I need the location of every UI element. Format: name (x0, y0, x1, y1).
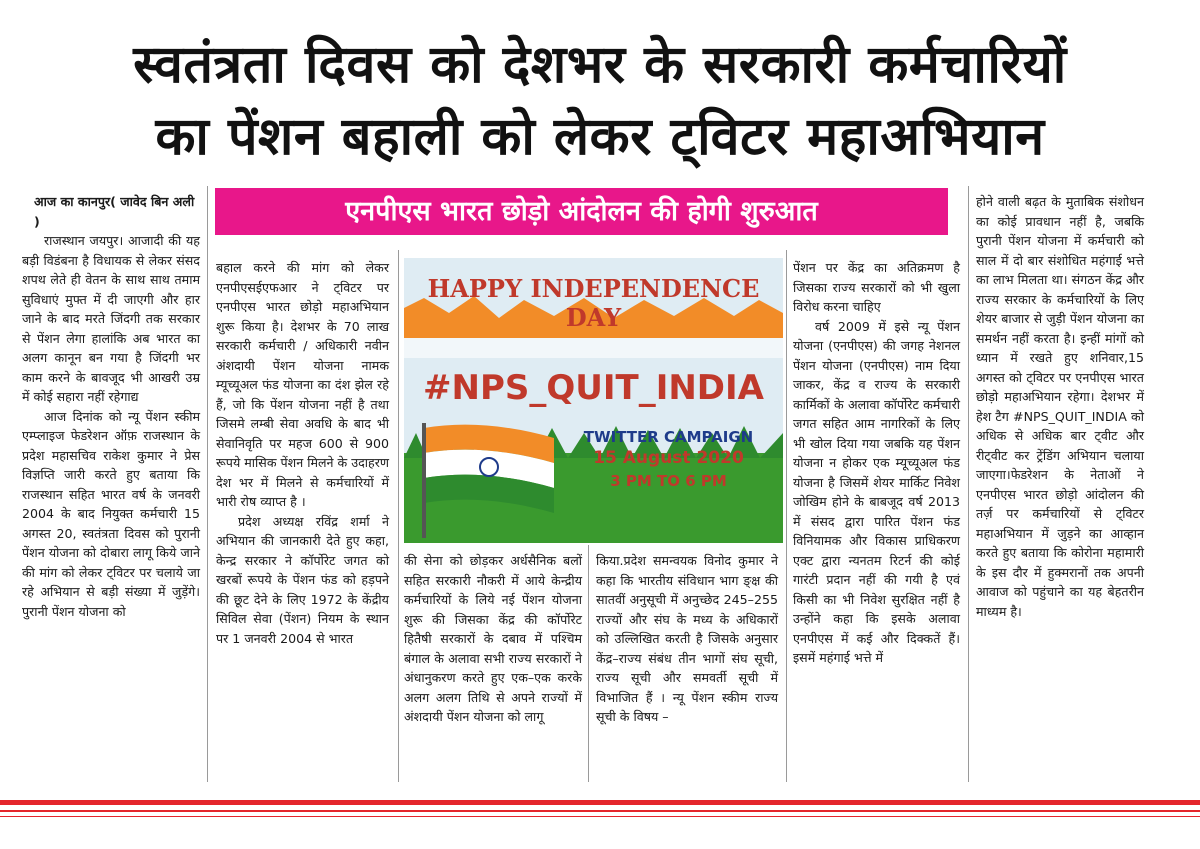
headline-line-2: का पेंशन बहाली को लेकर ट्विटर महाअभियान (155, 107, 1045, 167)
column-divider (588, 545, 589, 782)
poster-time: 3 PM TO 6 PM (610, 472, 727, 490)
article-paragraph: आज दिनांक को न्यू पेंशन स्कीम एम्प्लाइज फेडरेशन ऑफ़ राजस्थान के प्रदेश महासचिव राकेश कुमार ने प्रेस विज्ञप्ति जारी करते हुए बताया कि राजस्थान सहित भारत वर्ष के जनवरी 2004 के बाद नियुक्त कर्मचारी 15 अगस्त 20, स्वतंत्रता दिवस को पुरानी पेंशन योजना को दोबारा लागू किये जाने की मांग को लेकर ट्विटर पर चलाये जा रहे अभियान से बड़ी संख्या में जुड़ेंगे। पुरानी पेंशन योजना को (22, 408, 200, 619)
column-divider (207, 186, 208, 782)
article-paragraph: प्रदेश अध्यक्ष रविंद्र शर्मा ने अभियान की जानकारी देते हुए कहा, केन्द्र सरकार ने कॉर्पोरेट जगत को खरबों रूपये के पेंशन फंड को हड़पने की छूट देने के लिए 1972 के केंद्रीय सिविल सेवा (पेंशन) नियम के स्थान पर 1 जनवरी 2004 से भारत (216, 513, 389, 646)
article-column-5 (793, 258, 960, 668)
poster-campaign-label: TWITTER CAMPAIGN (583, 428, 754, 446)
footer-rule (0, 810, 1200, 812)
article-paragraph: होने वाली बढ़त के मुताबिक संशोधन का कोई प्रावधान नहीं है, जबकि पुरानी पेंशन योजना में कर्मचारी को साल में दो बार संशोधित महंगाई भत्ते का लाभ मिलता था। संगठन केंद्र और राज्य सरकार के कर्मचारियों के लिए शेयर बाजार से जुड़ी पेंशन योजना का समर्थन नहीं करता है। इन्हीं मांगों को ध्यान में रखते हुए शनिवार,15 अगस्त को ट्विटर पर एनपीएस भारत छोड़ो महाअभियान रहेगा। देशभर में हेश टैग #NPS_QUIT_INDIA को अधिक से अधिक बार ट्वीट और रीट्वीट कर ट्रेंडिंग अभियान चलाया जाएगा।फेडरेशन के नेताओं ने एनपीएस भारत छोड़ो आंदोलन की तर्ज़ पर कर्मचारियों से ट्विटर महाअभियान में जुड़ने का आव्हान करते हुए बताया कि कोरोना महामारी के इस दौर में हुक्मरानों तक अपनी आवाज को पहुंचाने का यह बेहतरीन माध्यम है। (976, 194, 1144, 619)
poster-date: 15 August 2020 (593, 448, 744, 468)
footer-rule (0, 816, 1200, 817)
poster-hashtag: #NPS_QUIT_INDIA (423, 368, 764, 408)
footer-rule (0, 800, 1200, 805)
subheadline-banner: एनपीएस भारत छोड़ो आंदोलन की होगी शुरुआत (215, 188, 948, 235)
column-divider (786, 250, 787, 782)
article-column-6 (976, 192, 1144, 621)
byline: आज का कानपुर( जावेद बिन अली ) (34, 194, 195, 229)
article-paragraph: किया.प्रदेश समन्वयक विनोद कुमार ने कहा कि भारतीय संविधान भाग ङ्क्ष की सातवीं अनुसूची में अनुच्छेद 245–255 राज्यों और संघ के मध्य के अधिकारों को उल्लिखित करती है जिसके अनुसार केंद्र–राज्य संबंध तीन भागों संघ सूची, राज्य सूची और समवर्ती सूची में विभाजित हैं । न्यू पेंशन स्कीम राज्य सूची के विषय – (596, 553, 778, 724)
indian-flag-icon (414, 418, 564, 538)
headline-line-1: स्वतंत्रता दिवस को देशभर के सरकारी कर्मचारियों (133, 35, 1067, 95)
article-paragraph: पेंशन पर केंद्र का अतिक्रमण है जिसका राज्य सरकारों को भी खुला विरोध करना चाहिए (793, 260, 960, 314)
article-column-2 (216, 258, 389, 648)
article-paragraph: की सेना को छोड़कर अर्धसैनिक बलों सहित सरकारी नौकरी में आये केन्द्रीय कर्मचारियों के लिये नई पेंशन योजना शुरू की जिसका केंद्र की कॉर्पोरेट हितैषी सरकारों के दबाव में पश्चिम बंगाल के अलावा सभी राज्य सरकारों ने अंधानुकरण करते हुए एक–एक करके अलग अलग तिथि से अपने राज्यों में अंशदायी पेंशन योजना को लागू (404, 553, 582, 724)
article-column-4 (596, 551, 778, 727)
column-divider (968, 186, 969, 782)
column-divider (398, 250, 399, 782)
article-column-3 (404, 551, 582, 727)
article-column-1 (22, 192, 200, 621)
poster-title: HAPPY INDEPENDENCE DAY (427, 274, 760, 332)
article-paragraph: राजस्थान जयपुर। आजादी की यह बड़ी विडंबना है विधायक से लेकर संसद शपथ लेते ही वेतन के साथ साथ तमाम सुविधाएं मुफ्त में दी जाएगी और हार जाने के बाद मरते जिंदगी तक सरकार से पेंशन लेगा हालांकि अब भारत का अलग कानून बन गया है जिंदगी भर काम करने के बावजूद भी आखरी उम्र में कोई सहारा नहीं रहेगाद्य (22, 233, 200, 404)
article-paragraph: बहाल करने की मांग को लेकर एनपीएसईएफआर ने ट्विटर पर एनपीएस भारत छोड़ो महाअभियान शुरू किया है। देशभर के 70 लाख सरकारी कर्मचारी / अधिकारी नवीन अंशदायी पेंशन योजना नामक म्यूच्यूअल फंड योजना का दंश झेल रहे हैं, जो कि पेंशन योजना नहीं है तथा जिसमे लम्बी सेवा अवधि के बाद भी सेवानिवृति पर महज 600 से 900 रूपये मासिक पेंशन मिलने के उदाहरण देश भर में मिलने से कर्मचारियों में भारी रोष व्याप्त है । (216, 260, 389, 509)
article-paragraph: वर्ष 2009 में इसे न्यू पेंशन योजना (एनपीएस) की जगह नेशनल पेंशन योजना (एनपीएस) नाम दिया जाकर, केंद्र व राज्य के सरकारी कार्मिकों के अलावा कॉर्पोरेट कर्मचारी जगत सहित आम नागरिकों के लिए भी खोल दिया गया जबकि यह पेंशन योजना न होकर एक म्यूच्यूअल फंड योजना है जिसमें शेयर मार्किट निवेश जोखिम होने के बाबजूद वर्ष 2013 में संसद द्वारा पारित पेंशन फंड विनियामक और विकास प्राधिकरण एक्ट द्वारा न्यनतम रिटर्न की कोई गारंटी प्रदान नहीं की गयी है एवं किसी का भी निवेश सुरक्षित नहीं है उन्होंने कहा कि इसके अलावा एनपीएस में कई और दिक्कतें हैं। इसमें महंगाई भत्ते में (793, 318, 960, 665)
campaign-poster-image (404, 258, 783, 543)
